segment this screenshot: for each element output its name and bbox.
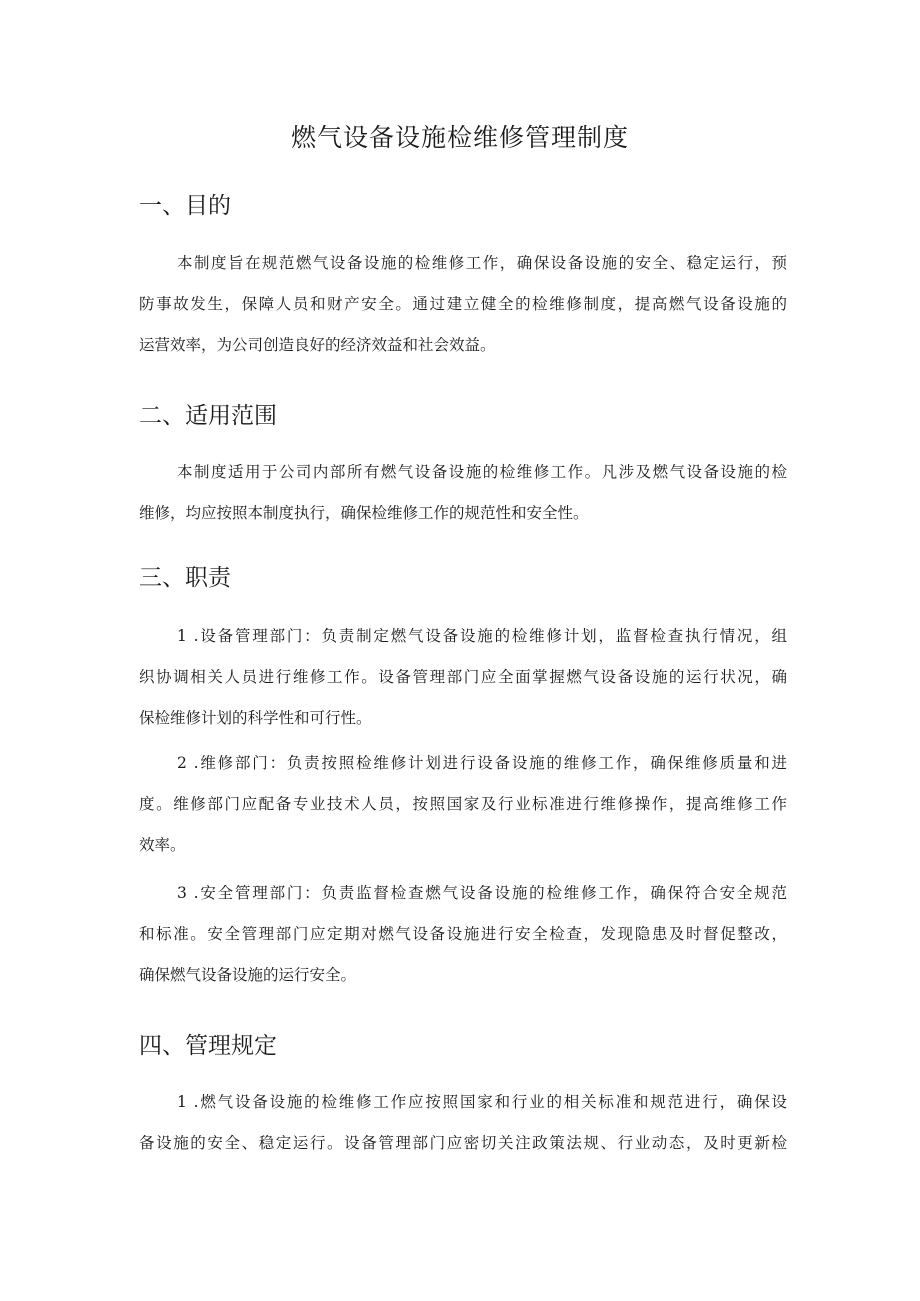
responsibility-item-2 bbox=[139, 743, 787, 866]
paragraph-line: 保检维修计划的科学性和可行性。 bbox=[139, 709, 372, 727]
paragraph-line: 2 .维修部门：负责按照检维修计划进行设备设施的维修工作，确保维修质量和进 bbox=[177, 754, 787, 772]
paragraph-line: 织协调相关人员进行维修工作。设备管理部门应全面掌握燃气设备设施的运行状况，确 bbox=[139, 668, 787, 686]
paragraph-line: 3 .安全管理部门：负责监督检查燃气设备设施的检维修工作，确保符合安全规范 bbox=[177, 884, 787, 902]
paragraph-line: 1 .燃气设备设施的检维修工作应按照国家和行业的相关标准和规范进行，确保设 bbox=[177, 1093, 787, 1111]
responsibility-item-1 bbox=[139, 616, 787, 739]
regulation-item-1 bbox=[139, 1082, 787, 1164]
paragraph-line: 运营效率，为公司创造良好的经济效益和社会效益。 bbox=[139, 336, 496, 354]
responsibility-item-3 bbox=[139, 873, 787, 996]
paragraph-line: 效率。 bbox=[139, 836, 186, 854]
section-heading-purpose: 一、目的 bbox=[139, 193, 231, 219]
paragraph-line: 本制度适用于公司内部所有燃气设备设施的检维修工作。凡涉及燃气设备设施的检 bbox=[177, 463, 787, 481]
paragraph-line: 本制度旨在规范燃气设备设施的检维修工作，确保设备设施的安全、稳定运行，预 bbox=[177, 254, 787, 272]
paragraph-line: 防事故发生，保障人员和财产安全。通过建立健全的检维修制度，提高燃气设备设施的 bbox=[139, 295, 787, 313]
document-title: 燃气设备设施检维修管理制度 bbox=[290, 123, 629, 152]
paragraph-line: 确保燃气设备设施的运行安全。 bbox=[139, 966, 357, 984]
section-heading-responsibilities: 三、职责 bbox=[139, 565, 231, 591]
paragraph-line: 和标准。安全管理部门应定期对燃气设备设施进行安全检查，发现隐患及时督促整改， bbox=[139, 925, 787, 943]
paragraph-line: 维修，均应按照本制度执行，确保检维修工作的规范性和安全性。 bbox=[139, 504, 589, 522]
paragraph-line: 备设施的安全、稳定运行。设备管理部门应密切关注政策法规、行业动态，及时更新检 bbox=[139, 1134, 787, 1152]
section-scope-paragraph bbox=[139, 452, 787, 534]
section-purpose-paragraph bbox=[139, 243, 787, 366]
paragraph-line: 1 .设备管理部门：负责制定燃气设备设施的检维修计划，监督检查执行情况，组 bbox=[177, 627, 787, 645]
paragraph-line: 度。维修部门应配备专业技术人员，按照国家及行业标准进行维修操作，提高维修工作 bbox=[139, 795, 787, 813]
section-heading-regulations: 四、管理规定 bbox=[139, 1033, 277, 1059]
section-heading-scope: 二、适用范围 bbox=[139, 403, 277, 429]
